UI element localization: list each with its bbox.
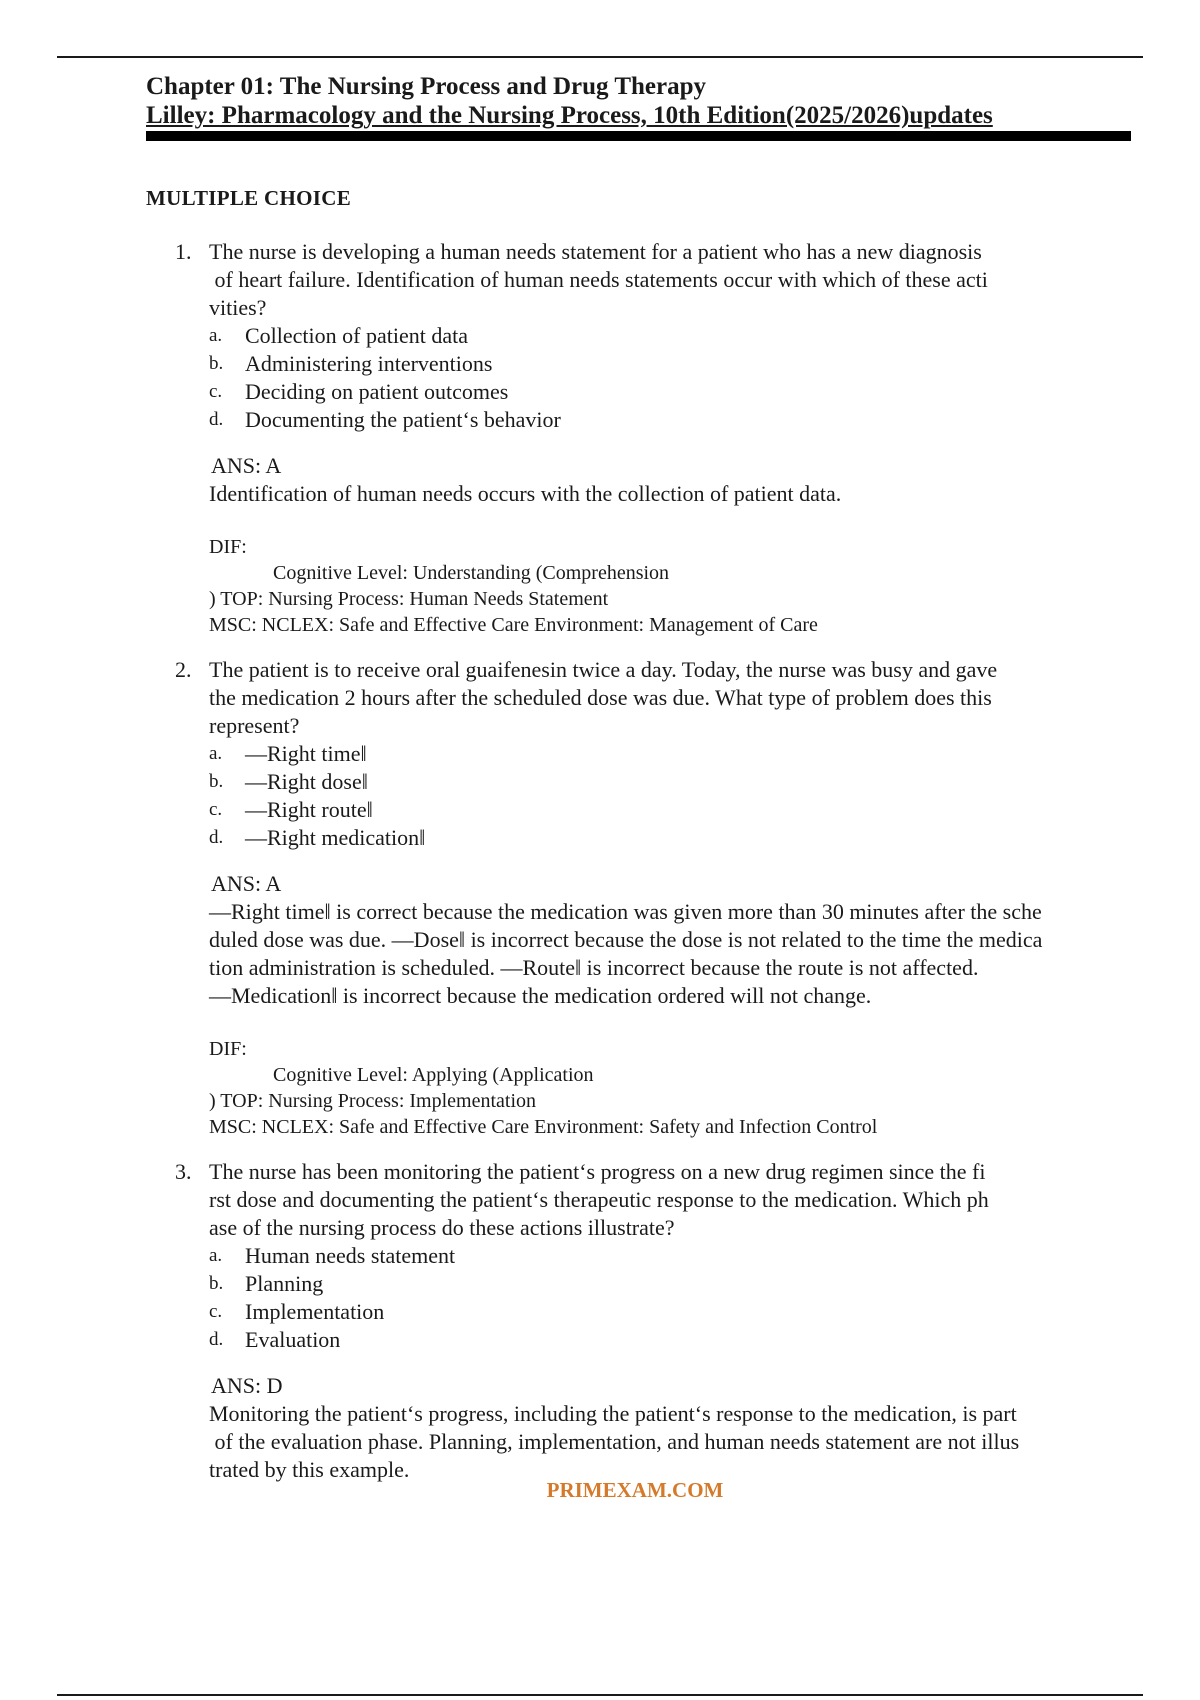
- choice-list: [209, 1242, 1165, 1354]
- choice-letter: a.: [209, 325, 223, 346]
- stem-line: represent?: [209, 713, 300, 738]
- topic: ) TOP: Nursing Process: Human Needs Statement: [209, 588, 609, 610]
- stem-line: The nurse is developing a human needs statement for a patient who has a new diagnosis: [209, 239, 982, 264]
- rationale-line: duled dose was due. ―Dose‖ is incorrect because the dose is not related to the time the medica: [209, 927, 1043, 952]
- rationale-line: ―Medication‖ is incorrect because the medication ordered will not change.: [209, 983, 872, 1008]
- choice-list: [209, 322, 1165, 434]
- rationale-line: tion administration is scheduled. ―Route‖ is incorrect because the route is not affected.: [209, 955, 979, 980]
- msc: MSC: NCLEX: Safe and Effective Care Environment: Management of Care: [209, 614, 818, 636]
- rationale-line: of the evaluation phase. Planning, implementation, and human needs statement are not illus: [209, 1429, 1020, 1454]
- stem-line: vities?: [209, 295, 267, 320]
- choice-text: ―Right dose‖: [245, 769, 368, 794]
- choice-c: [209, 1298, 1165, 1326]
- header-divider: [146, 131, 1131, 141]
- chapter-title: Chapter 01: The Nursing Process and Drug Therapy: [146, 73, 707, 100]
- difficulty-label: DIF:: [209, 1038, 247, 1060]
- choice-list: [209, 740, 1165, 852]
- choice-text: Planning: [245, 1271, 324, 1296]
- choice-letter: c.: [209, 799, 223, 820]
- section-title: MULTIPLE CHOICE: [146, 186, 352, 210]
- choice-text: ―Right time‖: [245, 741, 367, 766]
- choice-d: [209, 1326, 1165, 1354]
- answer-key: ANS: A: [211, 453, 282, 478]
- rationale-line: trated by this example.: [209, 1457, 410, 1482]
- question-stem: [209, 1158, 1165, 1242]
- question-2: [175, 656, 1165, 1140]
- choice-a: [209, 322, 1165, 350]
- choice-letter: c.: [209, 1301, 223, 1322]
- choice-letter: d.: [209, 827, 224, 848]
- question-number: 3.: [175, 1159, 192, 1184]
- choice-text: Documenting the patient‘s behavior: [245, 407, 561, 432]
- msc: MSC: NCLEX: Safe and Effective Care Environment: Safety and Infection Control: [209, 1116, 878, 1138]
- choice-text: Collection of patient data: [245, 323, 468, 348]
- answer-key: ANS: D: [211, 1373, 283, 1398]
- stem-line: the medication 2 hours after the scheduled dose was due. What type of problem does this: [209, 685, 992, 710]
- question-stem: [209, 238, 1165, 322]
- stem-line: rst dose and documenting the patient‘s therapeutic response to the medication. Which ph: [209, 1187, 989, 1212]
- choice-b: [209, 768, 1165, 796]
- question-3: [175, 1158, 1165, 1484]
- rationale-line: Monitoring the patient‘s progress, including the patient‘s response to the medication, is part: [209, 1401, 1017, 1426]
- choice-d: [209, 406, 1165, 434]
- choice-b: [209, 1270, 1165, 1298]
- book-title: Lilley: Pharmacology and the Nursing Process, 10th Edition(2025/2026)updates: [146, 102, 993, 129]
- document-header: [146, 72, 1131, 141]
- stem-line: The patient is to receive oral guaifenesin twice a day. Today, the nurse was busy and gave: [209, 657, 998, 682]
- choice-text: ―Right medication‖: [245, 825, 426, 850]
- choice-text: Human needs statement: [245, 1243, 456, 1268]
- choice-letter: d.: [209, 1329, 224, 1350]
- answer-block: [209, 1372, 1165, 1484]
- choice-text: Deciding on patient outcomes: [245, 379, 509, 404]
- cognitive-level: Cognitive Level: Applying (Application: [273, 1064, 594, 1086]
- rationale-line: ―Right time‖ is correct because the medication was given more than 30 minutes after the sche: [209, 899, 1042, 924]
- choice-text: ―Right route‖: [245, 797, 373, 822]
- choice-c: [209, 378, 1165, 406]
- choice-letter: b.: [209, 353, 224, 374]
- choice-letter: a.: [209, 1245, 223, 1266]
- stem-line: of heart failure. Identification of human needs statements occur with which of these acti: [209, 267, 988, 292]
- choice-letter: a.: [209, 743, 223, 764]
- choice-a: [209, 740, 1165, 768]
- choice-text: Administering interventions: [245, 351, 493, 376]
- cognitive-level: Cognitive Level: Understanding (Comprehension: [273, 562, 670, 584]
- answer-block: [209, 870, 1165, 1010]
- topic: ) TOP: Nursing Process: Implementation: [209, 1090, 537, 1112]
- question-stem: [209, 656, 1165, 740]
- answer-key: ANS: A: [211, 871, 282, 896]
- choice-text: Implementation: [245, 1299, 385, 1324]
- bottom-rule: [57, 1694, 1143, 1696]
- rationale: Identification of human needs occurs with the collection of patient data.: [209, 481, 842, 506]
- choice-d: [209, 824, 1165, 852]
- choice-a: [209, 1242, 1165, 1270]
- choice-text: Evaluation: [245, 1327, 341, 1352]
- choice-c: [209, 796, 1165, 824]
- choice-letter: b.: [209, 1273, 224, 1294]
- choice-letter: b.: [209, 771, 224, 792]
- choice-letter: d.: [209, 409, 224, 430]
- stem-line: ase of the nursing process do these actions illustrate?: [209, 1215, 675, 1240]
- question-1: [175, 238, 1165, 638]
- watermark-text: PRIMEXAM.COM: [546, 1478, 724, 1502]
- question-number: 1.: [175, 239, 192, 264]
- top-rule: [57, 56, 1143, 58]
- metadata-block: [209, 534, 1165, 638]
- choice-letter: c.: [209, 381, 223, 402]
- question-number: 2.: [175, 657, 192, 682]
- metadata-block: [209, 1036, 1165, 1140]
- difficulty-label: DIF:: [209, 536, 247, 558]
- stem-line: The nurse has been monitoring the patient‘s progress on a new drug regimen since the fi: [209, 1159, 986, 1184]
- choice-b: [209, 350, 1165, 378]
- answer-block: [209, 452, 1165, 508]
